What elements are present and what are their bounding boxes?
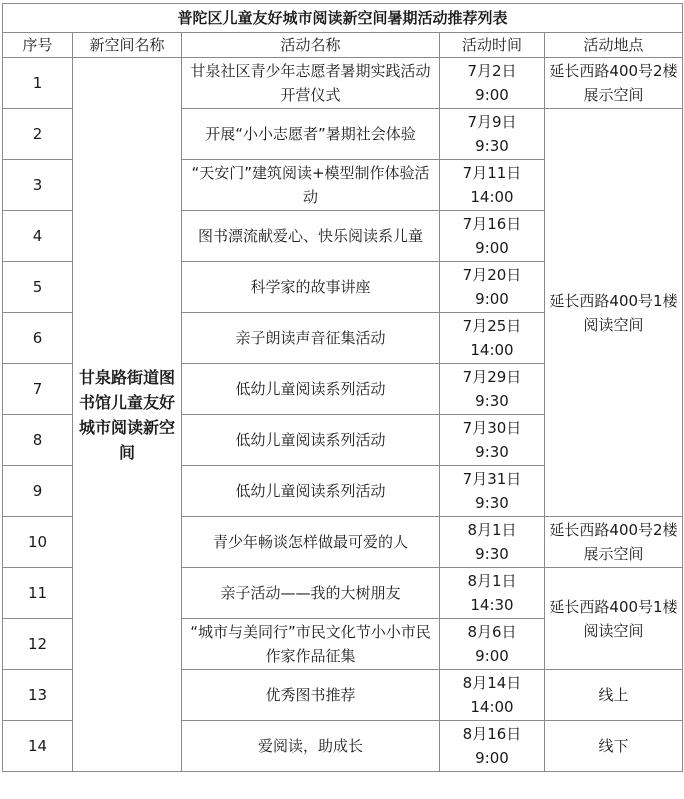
activity-time: 7月16日 9:00 xyxy=(440,211,545,262)
activity-time: 8月6日 9:00 xyxy=(440,619,545,670)
activity-name: 亲子朗读声音征集活动 xyxy=(182,313,440,364)
activity-location: 线下 xyxy=(545,721,683,772)
activity-name: 科学家的故事讲座 xyxy=(182,262,440,313)
activity-location: 线上 xyxy=(545,670,683,721)
activity-time: 8月1日 14:30 xyxy=(440,568,545,619)
activity-time: 7月31日 9:30 xyxy=(440,466,545,517)
activity-name: 低幼儿童阅读系列活动 xyxy=(182,466,440,517)
space-name: 甘泉路街道图书馆儿童友好城市阅读新空间 xyxy=(78,367,175,462)
header-row xyxy=(3,33,683,58)
row-no: 10 xyxy=(3,517,73,568)
activity-time: 8月16日 9:00 xyxy=(440,721,545,772)
row-no: 12 xyxy=(3,619,73,670)
activity-name: 低幼儿童阅读系列活动 xyxy=(182,364,440,415)
header-activity-name: 活动名称 xyxy=(182,33,440,58)
activity-time: 7月20日 9:00 xyxy=(440,262,545,313)
activity-time: 8月14日 14:00 xyxy=(440,670,545,721)
activity-name: 甘泉社区青少年志愿者暑期实践活动开营仪式 xyxy=(182,58,440,109)
header-activity-time: 活动时间 xyxy=(440,33,545,58)
activity-name: 爱阅读，助成长 xyxy=(182,721,440,772)
activity-time: 7月9日 9:30 xyxy=(440,109,545,160)
row-no: 4 xyxy=(3,211,73,262)
row-no: 9 xyxy=(3,466,73,517)
row-no: 6 xyxy=(3,313,73,364)
table-row xyxy=(3,58,683,109)
activity-name: 青少年畅谈怎样做最可爱的人 xyxy=(182,517,440,568)
activity-location: 延长西路400号1楼阅读空间 xyxy=(545,109,683,517)
row-no: 1 xyxy=(3,58,73,109)
activity-time: 7月2日 9:00 xyxy=(440,58,545,109)
table-title: 普陀区儿童友好城市阅读新空间暑期活动推荐列表 xyxy=(3,4,683,33)
activity-name: 图书漂流献爱心、快乐阅读系儿童 xyxy=(182,211,440,262)
activity-time: 7月11日 14:00 xyxy=(440,160,545,211)
row-no: 8 xyxy=(3,415,73,466)
activity-location: 延长西路400号2楼展示空间 xyxy=(545,58,683,109)
header-space-name: 新空间名称 xyxy=(73,33,182,58)
activity-name: 低幼儿童阅读系列活动 xyxy=(182,415,440,466)
header-no: 序号 xyxy=(3,33,73,58)
activity-time: 8月1日 9:30 xyxy=(440,517,545,568)
activity-location: 延长西路400号1楼阅读空间 xyxy=(545,568,683,670)
activity-name: 亲子活动——我的大树朋友 xyxy=(182,568,440,619)
row-no: 14 xyxy=(3,721,73,772)
activity-time: 7月30日 9:30 xyxy=(440,415,545,466)
activity-time: 7月25日 14:00 xyxy=(440,313,545,364)
header-activity-location: 活动地点 xyxy=(545,33,683,58)
activity-time: 7月29日 9:30 xyxy=(440,364,545,415)
row-no: 2 xyxy=(3,109,73,160)
activity-name: “城市与美同行”市民文化节小小市民作家作品征集 xyxy=(182,619,440,670)
space-name-cell xyxy=(73,58,182,772)
row-no: 7 xyxy=(3,364,73,415)
activity-name: “天安门”建筑阅读+模型制作体验活动 xyxy=(182,160,440,211)
row-no: 11 xyxy=(3,568,73,619)
activity-name: 优秀图书推荐 xyxy=(182,670,440,721)
activity-location: 延长西路400号2楼展示空间 xyxy=(545,517,683,568)
row-no: 3 xyxy=(3,160,73,211)
activity-table xyxy=(2,3,683,772)
row-no: 13 xyxy=(3,670,73,721)
activity-name: 开展“小小志愿者”暑期社会体验 xyxy=(182,109,440,160)
row-no: 5 xyxy=(3,262,73,313)
